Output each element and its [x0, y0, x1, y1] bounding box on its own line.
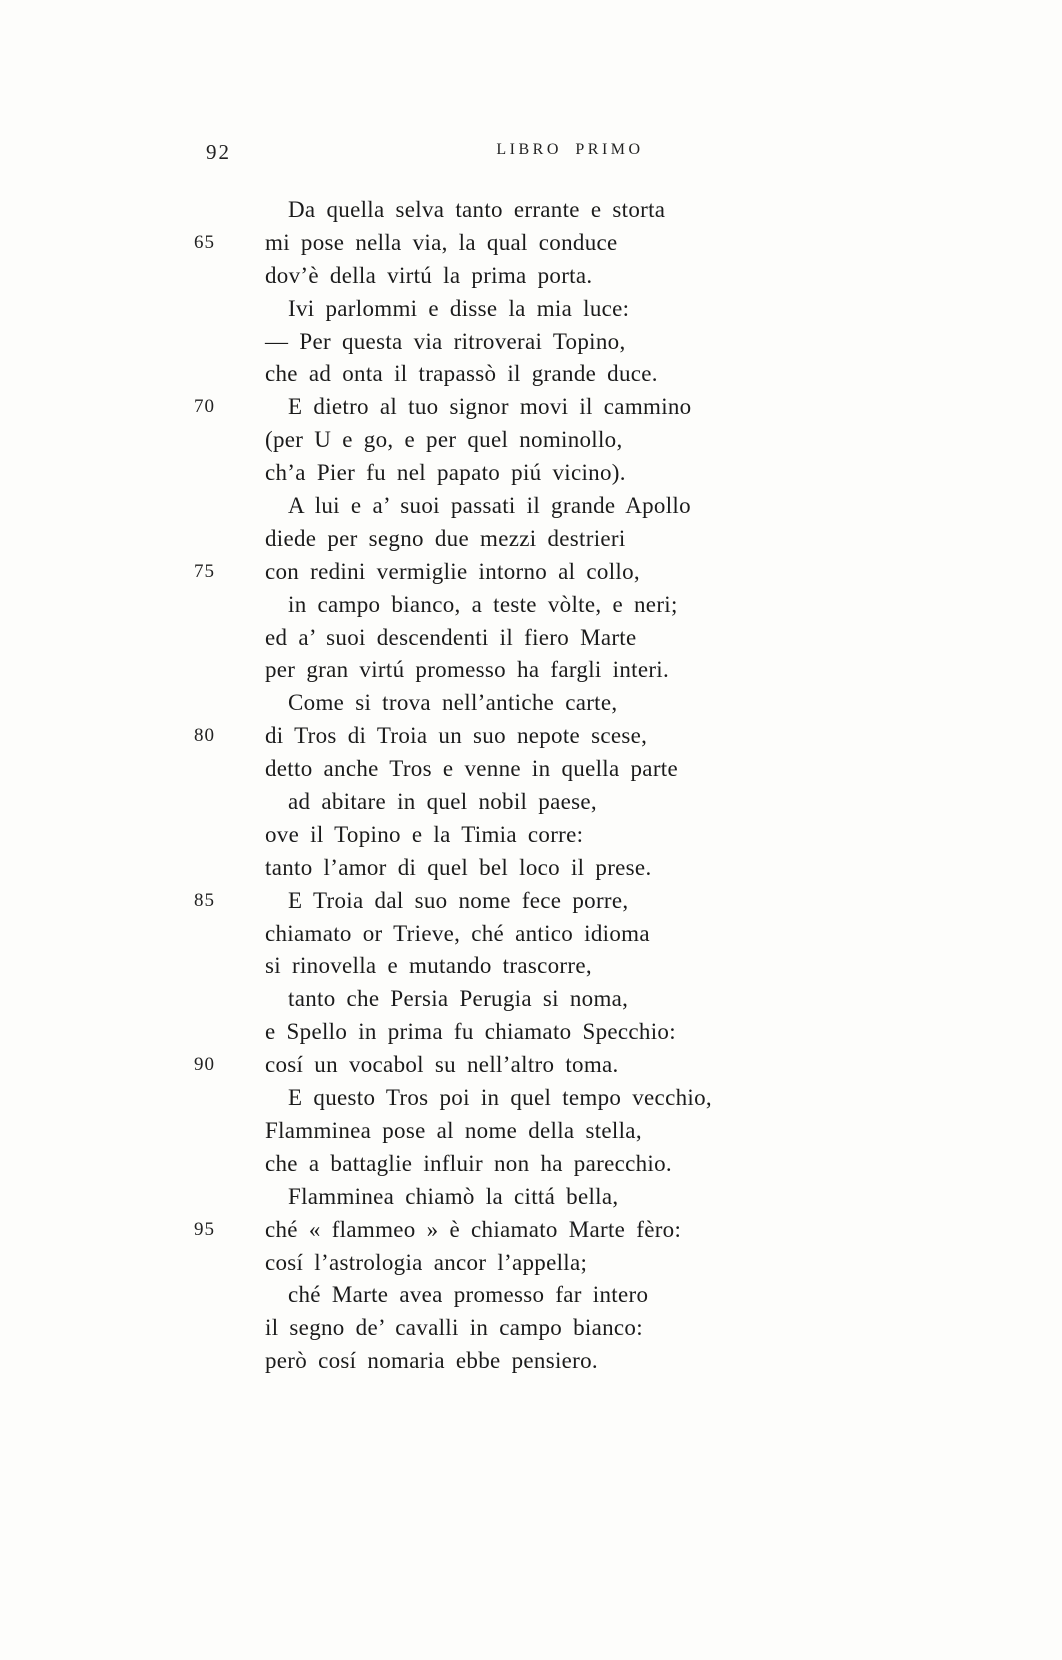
verse-line [265, 983, 865, 1016]
verse-line [265, 753, 865, 786]
verse-line [265, 358, 865, 391]
verse-line [194, 227, 865, 260]
verse-text: ché Marte avea promesso far intero [288, 1282, 649, 1308]
verse-line [194, 1049, 865, 1082]
verse-text: Ivi parlommi e disse la mia luce: [288, 295, 630, 321]
verse-text: in campo bianco, a teste vòlte, e neri; [288, 591, 678, 617]
verse-text: ch’a Pier fu nel papato piú vicino). [265, 460, 626, 486]
verse-text: Flamminea pose al nome della stella, [265, 1117, 642, 1143]
verse-text: e Spello in prima fu chiamato Specchio: [265, 1019, 676, 1045]
verse-text: con redini vermiglie intorno al collo, [265, 558, 640, 584]
verse-line [194, 391, 865, 424]
verse-text: però cosí nomaria ebbe pensiero. [265, 1348, 598, 1374]
verse-line [265, 918, 865, 951]
verse-text: chiamato or Trieve, ché antico idioma [265, 920, 650, 946]
verse-text: ove il Topino e la Timia corre: [265, 821, 584, 847]
running-title: LIBRO PRIMO [496, 141, 644, 158]
verse-text: detto anche Tros e venne in quella parte [265, 756, 678, 782]
verse-line [194, 556, 865, 589]
line-number: 70 [194, 396, 215, 418]
verse-line [265, 1345, 865, 1378]
verse-line [265, 589, 865, 622]
verse-text: A lui e a’ suoi passati il grande Apollo [288, 493, 691, 519]
verse-text: mi pose nella via, la qual conduce [265, 229, 618, 255]
verse-text: cosí l’astrologia ancor l’appella; [265, 1249, 588, 1275]
verse-text: Come si trova nell’antiche carte, [288, 690, 618, 716]
verse-line [194, 885, 865, 918]
line-number: 85 [194, 889, 215, 911]
verse-line [265, 819, 865, 852]
verse-line [265, 622, 865, 655]
verse-text: ché « flammeo » è chiamato Marte fèro: [265, 1216, 682, 1242]
line-number: 65 [194, 231, 215, 253]
verse-line [194, 720, 865, 753]
verse-line [265, 1148, 865, 1181]
line-number: 95 [194, 1218, 215, 1240]
verse-line [265, 424, 865, 457]
verse-text: (per U e go, e per quel nominollo, [265, 427, 623, 453]
verse-line [265, 523, 865, 556]
verse-text: cosí un vocabol su nell’altro toma. [265, 1052, 619, 1078]
line-number: 90 [194, 1054, 215, 1076]
verse-text: che ad onta il trapassò il grande duce. [265, 361, 658, 387]
verse-line [265, 1082, 865, 1115]
verse-line [265, 260, 865, 293]
verse-text: dov’è della virtú la prima porta. [265, 262, 593, 288]
verse-line [265, 293, 865, 326]
poem [194, 194, 865, 1378]
verse-line [265, 457, 865, 490]
verse-text: diede per segno due mezzi destrieri [265, 525, 626, 551]
verse-text: Flamminea chiamò la cittá bella, [288, 1183, 619, 1209]
verse-line [265, 326, 865, 359]
verse-line [265, 687, 865, 720]
verse-text: si rinovella e mutando trascorre, [265, 953, 592, 979]
verse-text: che a battaglie influir non ha parecchio. [265, 1150, 672, 1176]
verse-line [194, 1214, 865, 1247]
line-number: 80 [194, 725, 215, 747]
verse-text: tanto che Persia Perugia si noma, [288, 986, 629, 1012]
verse-line [265, 1279, 865, 1312]
line-number: 75 [194, 560, 215, 582]
verse-text: per gran virtú promesso ha fargli interi. [265, 657, 670, 683]
page-number: 92 [206, 140, 231, 164]
verse-line [265, 786, 865, 819]
verse-line [265, 1312, 865, 1345]
verse-line [265, 950, 865, 983]
verse-line [265, 1247, 865, 1280]
verse-text: ed a’ suoi descendenti il fiero Marte [265, 624, 637, 650]
verse-text: ad abitare in quel nobil paese, [288, 789, 597, 815]
verse-line [265, 1181, 865, 1214]
verse-line [265, 1115, 865, 1148]
verse-line [265, 852, 865, 885]
verse-text: di Tros di Troia un suo nepote scese, [265, 723, 648, 749]
verse-line [265, 490, 865, 523]
verse-text: E dietro al tuo signor movi il cammino [288, 394, 692, 420]
verse-text: Da quella selva tanto errante e storta [288, 197, 666, 222]
verse-text: E questo Tros poi in quel tempo vecchio, [288, 1085, 712, 1111]
verse-text: tanto l’amor di quel bel loco il prese. [265, 854, 652, 880]
verse-line [265, 194, 865, 227]
verse-line [265, 654, 865, 687]
verse-text: — Per questa via ritroverai Topino, [265, 328, 626, 354]
verse-text: E Troia dal suo nome fece porre, [288, 887, 629, 913]
verse-line [265, 1016, 865, 1049]
verse-text: il segno de’ cavalli in campo bianco: [265, 1315, 643, 1341]
